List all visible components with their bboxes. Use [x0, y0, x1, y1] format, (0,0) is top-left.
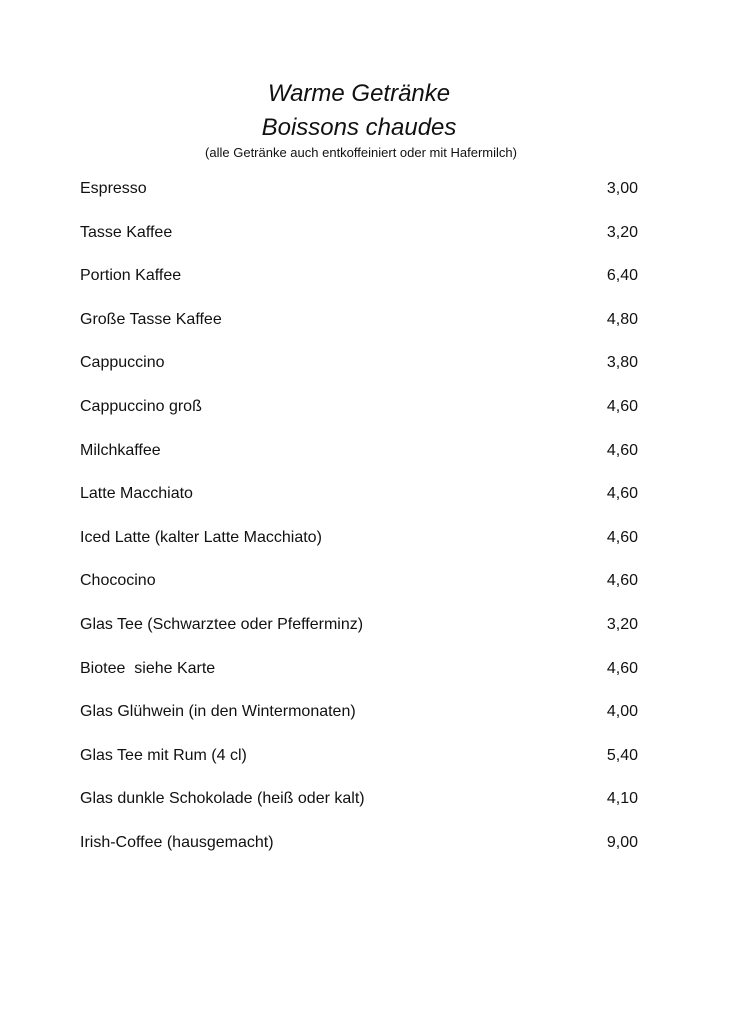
menu-item: [80, 659, 640, 703]
menu-item: [80, 179, 640, 223]
item-name: Espresso: [80, 180, 147, 197]
item-name: Latte Macchiato: [80, 485, 193, 503]
item-price: 6,40: [606, 267, 638, 285]
item-price: 4,00: [606, 703, 638, 721]
item-name: Glas Glühwein (in den Wintermonaten): [80, 703, 356, 721]
menu-item: [80, 310, 640, 354]
page-title-french: Boissons chaudes: [261, 114, 457, 141]
item-name: Iced Latte (kalter Latte Macchiato): [80, 528, 322, 546]
menu-item: [80, 528, 640, 572]
item-name: Milchkaffee: [80, 441, 161, 459]
item-name: Biotee siehe Karte: [80, 659, 216, 677]
item-price: 4,60: [606, 572, 638, 590]
menu-item: [80, 833, 640, 877]
menu-item: [80, 746, 640, 790]
item-name: Glas dunkle Schokolade (heiß oder kalt): [80, 790, 365, 808]
item-price: 3,20: [606, 615, 638, 633]
menu-item: [80, 266, 640, 310]
item-name: Chococino: [80, 572, 156, 590]
item-name: Cappuccino groß: [80, 397, 202, 415]
menu-item: [80, 615, 640, 659]
item-price: 9,00: [606, 833, 638, 851]
item-price: 4,60: [606, 397, 638, 415]
item-price: 4,80: [606, 310, 638, 328]
item-price: 5,40: [606, 746, 638, 764]
item-price: 4,60: [606, 485, 638, 503]
menu-item: [80, 789, 640, 833]
menu-item: [80, 223, 640, 267]
item-price: 4,60: [606, 441, 638, 459]
menu-item: [80, 702, 640, 746]
item-name: Glas Tee (Schwarztee oder Pfefferminz): [80, 615, 364, 633]
menu-item: [80, 441, 640, 485]
item-name: Portion Kaffee: [80, 267, 182, 285]
menu-item: [80, 484, 640, 528]
menu-item: [80, 397, 640, 441]
item-name: Tasse Kaffee: [80, 223, 173, 241]
item-price: 3,20: [606, 223, 638, 241]
item-price: 3,80: [606, 354, 638, 372]
item-price: 4,10: [606, 790, 638, 808]
menu-item: [80, 353, 640, 397]
item-name: Glas Tee mit Rum (4 cl): [80, 746, 247, 764]
item-name: Cappuccino: [80, 354, 165, 372]
item-name: Irish-Coffee (hausgemacht): [80, 833, 274, 851]
item-price: 3,00: [606, 180, 638, 197]
menu-item: [80, 571, 640, 615]
page-title-german: Warme Getränke: [267, 80, 451, 107]
item-price: 4,60: [606, 659, 638, 677]
item-price: 4,60: [606, 528, 638, 546]
menu-note: (alle Getränke auch entkoffeiniert oder mit Hafermilch): [205, 145, 517, 160]
item-name: Große Tasse Kaffee: [80, 310, 222, 328]
drinks-list: [80, 179, 640, 877]
